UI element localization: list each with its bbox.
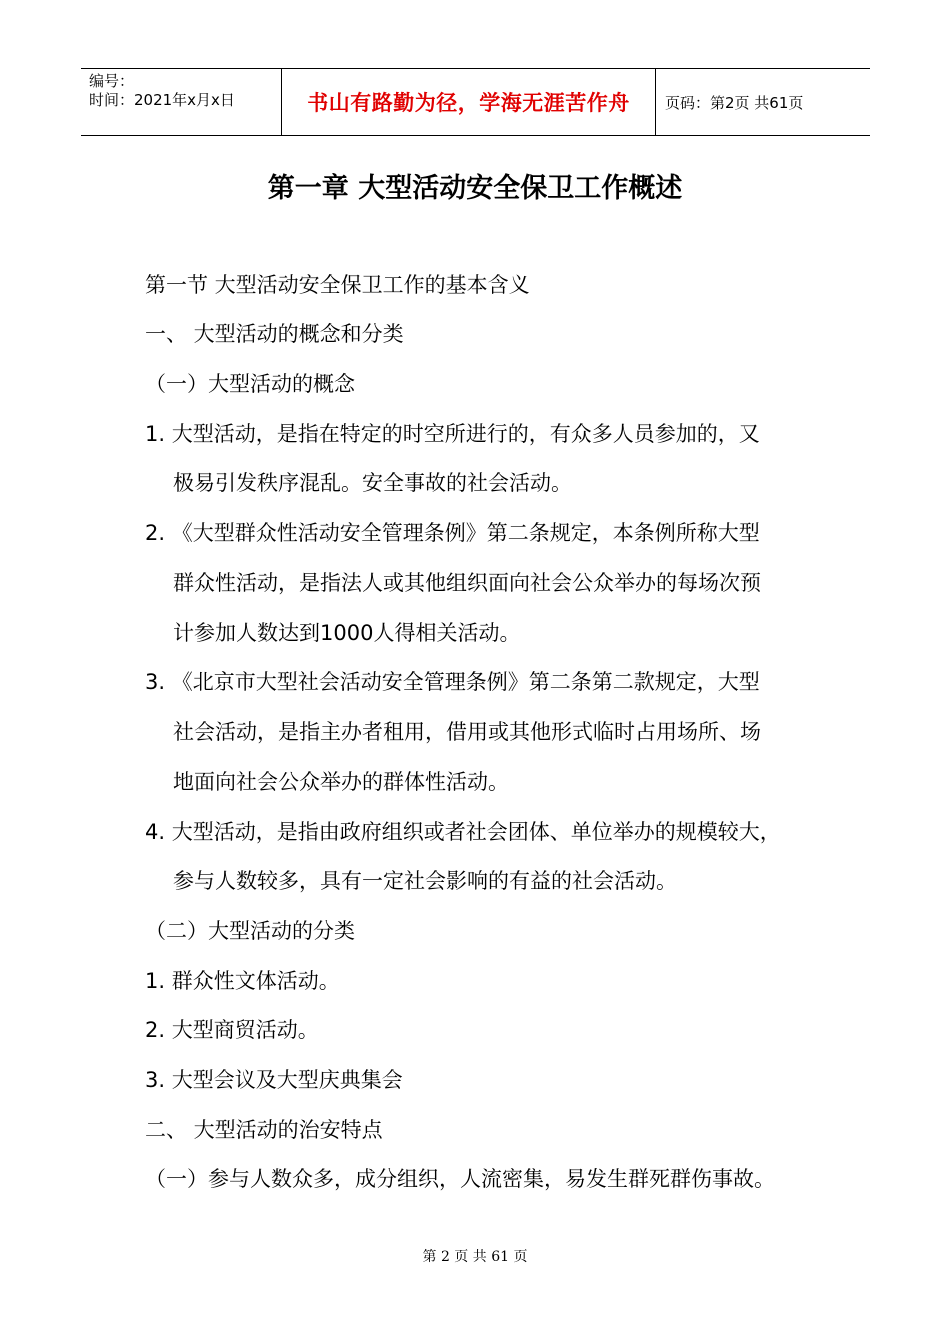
paragraph-line: （一）参与人数众多，成分组织，人流密集，易发生群死群伤事故。 (145, 1167, 775, 1191)
document-date-label: 时间：2021年x月x日 (89, 91, 235, 109)
page-header (81, 68, 870, 136)
header-page-cell (656, 69, 870, 135)
paragraph-line: 1. 大型活动，是指在特定的时空所进行的，有众多人员参加的，又 (145, 422, 760, 446)
paragraph-line: 计参加人数达到1000人得相关活动。 (173, 621, 521, 645)
paragraph-line: 群众性活动，是指法人或其他组织面向社会公众举办的每场次预 (173, 571, 761, 595)
document-number-label: 编号： (89, 72, 135, 90)
list-item: 2. 大型商贸活动。 (145, 1018, 319, 1042)
subsection-heading: 一、 大型活动的概念和分类 (145, 322, 404, 346)
header-motto-cell (282, 69, 656, 135)
sub-subsection-heading: （一）大型活动的概念 (145, 372, 355, 396)
paragraph-line: 极易引发秩序混乱。安全事故的社会活动。 (173, 471, 572, 495)
paragraph-line: 3. 《北京市大型社会活动安全管理条例》第二条第二款规定，大型 (145, 670, 760, 694)
paragraph-line: 4. 大型活动，是指由政府组织或者社会团体、单位举办的规模较大， (145, 820, 781, 844)
page-footer: 第 2 页 共 61 页 (422, 1249, 528, 1265)
list-item: 1. 群众性文体活动。 (145, 969, 340, 993)
header-motto: 书山有路勤为径，学海无涯苦作舟 (307, 91, 630, 115)
paragraph-line: 社会活动，是指主办者租用，借用或其他形式临时占用场所、场 (173, 720, 761, 744)
paragraph-line: 参与人数较多，具有一定社会影响的有益的社会活动。 (173, 869, 677, 893)
sub-subsection-heading: （二）大型活动的分类 (145, 919, 355, 943)
section-heading: 第一节 大型活动安全保卫工作的基本含义 (145, 273, 530, 297)
chapter-title: 第一章 大型活动安全保卫工作概述 (267, 173, 683, 204)
paragraph-line: 2. 《大型群众性活动安全管理条例》第二条规定，本条例所称大型 (145, 521, 760, 545)
list-item: 3. 大型会议及大型庆典集会 (145, 1068, 403, 1092)
header-meta-cell (81, 69, 282, 135)
paragraph-line: 地面向社会公众举办的群体性活动。 (173, 770, 509, 794)
subsection-heading: 二、 大型活动的治安特点 (145, 1118, 383, 1142)
header-page-info: 页码：第2页 共61页 (665, 93, 804, 112)
